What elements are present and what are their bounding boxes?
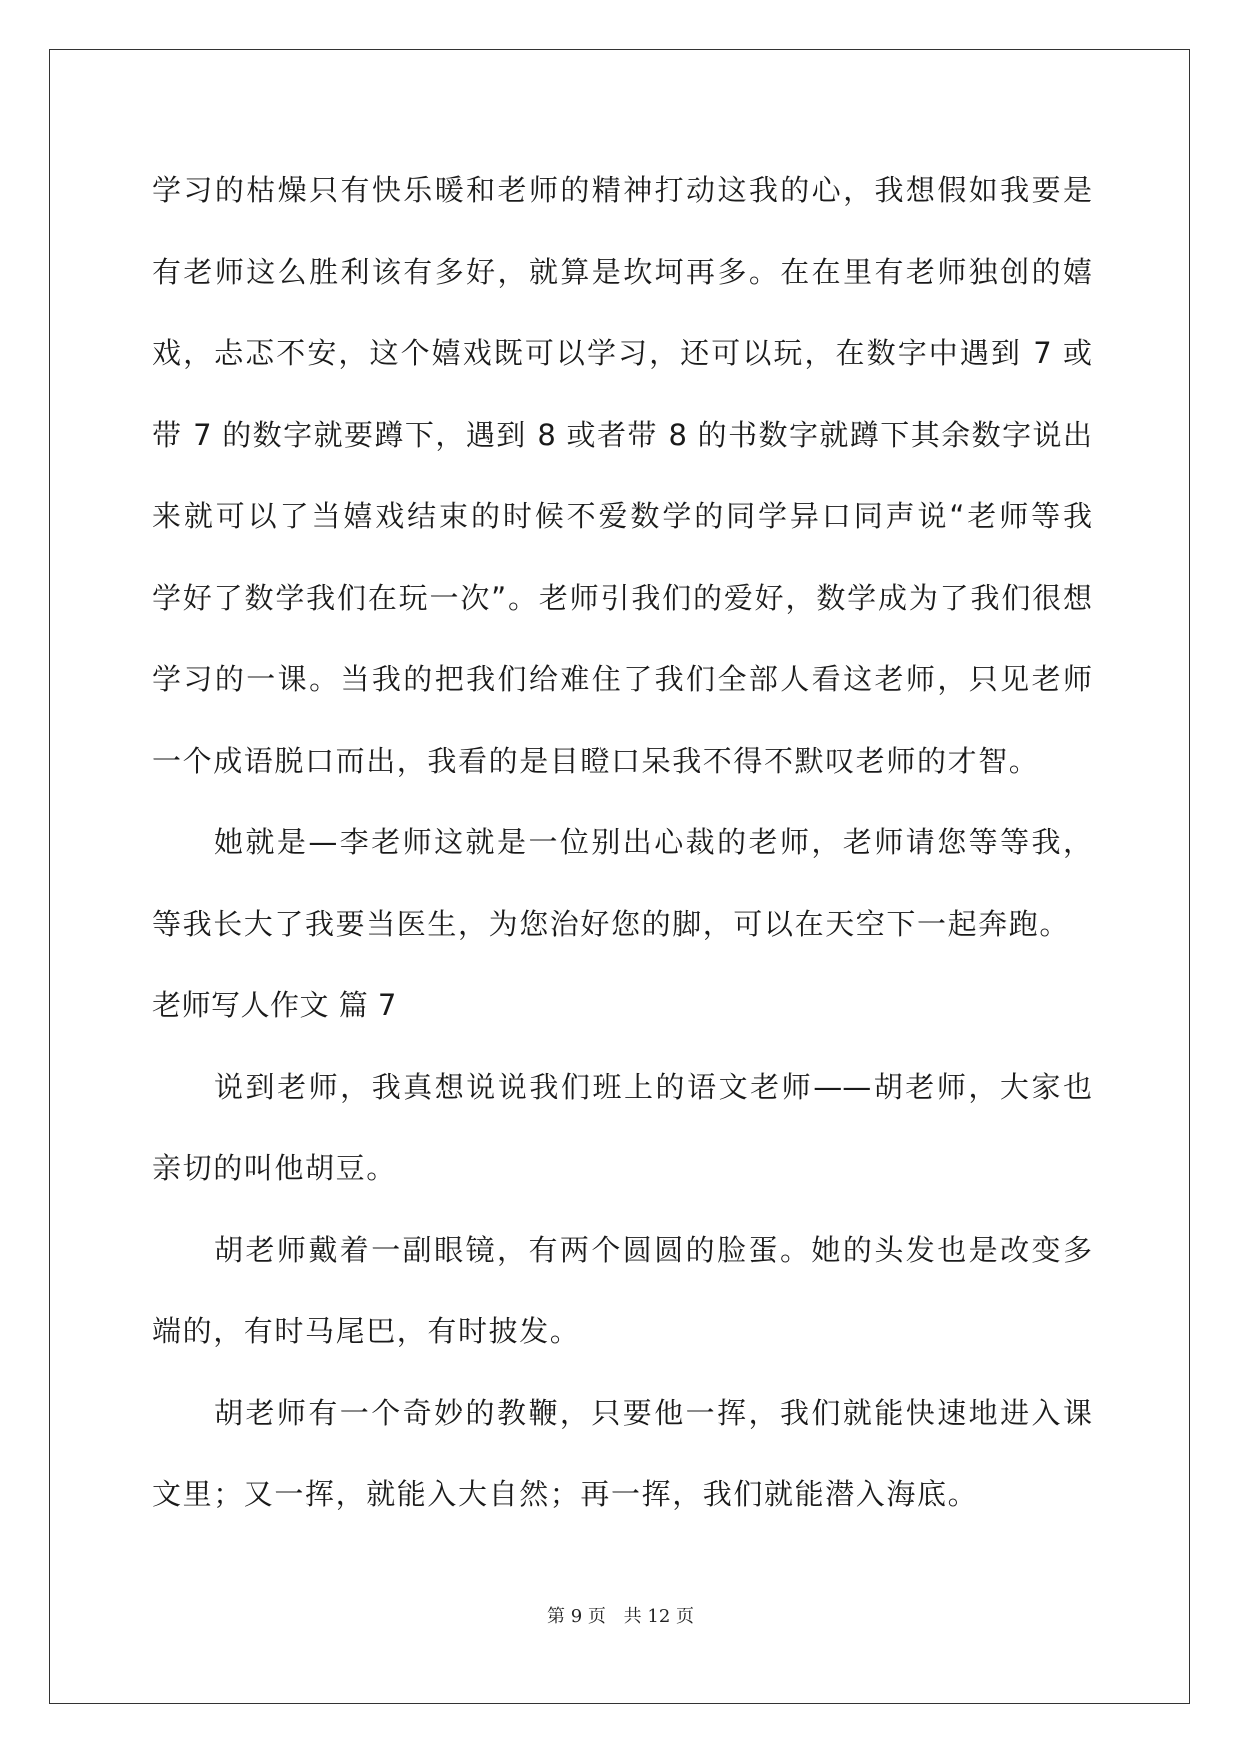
page-footer [0,1602,1241,1628]
text-line: 一个成语脱口而出，我看的是目瞪口呆我不得不默叹老师的才智。 [152,743,1040,778]
text-line: 来就可以了当嬉戏结束的时候不爱数学的同学异口同声说“老师等我 [152,499,1092,533]
text-line: 亲切的叫他胡豆。 [152,1151,397,1185]
page-total: 共 12 页 [623,1606,694,1627]
text-line: 等我长大了我要当医生，为您治好您的脚，可以在天空下一起奔跑。 [152,906,1071,941]
text-line: 说到老师，我真想说说我们班上的语文老师——胡老师，大家也 [214,1069,1092,1104]
text-line: 学习的一课。当我的把我们给难住了我们全部人看这老师，只见老师 [152,662,1092,696]
text-line: 有老师这么胜利该有多好，就算是坎坷再多。在在里有老师独创的嬉 [152,254,1092,289]
text-line: 带 7 的数字就要蹲下，遇到 8 或者带 8 的书数字就蹲下其余数字说出 [152,417,1092,452]
text-line: 学习的枯燥只有快乐暖和老师的精神打动这我的心，我想假如我要是 [152,173,1092,207]
text-line: 她就是—李老师这就是一位别出心裁的老师，老师请您等等我， [214,825,1092,859]
text-line: 胡老师有一个奇妙的教鞭，只要他一挥，我们就能快速地进入课 [214,1395,1092,1430]
text-line: 端的，有时马尾巴，有时披发。 [152,1314,581,1348]
text-line: 胡老师戴着一副眼镜，有两个圆圆的脸蛋。她的头发也是改变多 [214,1232,1092,1267]
document-body [152,150,1092,1536]
text-line: 文里；又一挥，就能入大自然；再一挥，我们就能潜入海底。 [152,1477,979,1511]
section-heading: 老师写人作文 篇 7 [152,988,397,1022]
text-line: 学好了数学我们在玩一次”。老师引我们的爱好，数学成为了我们很想 [152,580,1092,615]
text-line: 戏，忐忑不安，这个嬉戏既可以学习，还可以玩，在数字中遇到 7 或 [152,336,1092,370]
page-number: 第 9 页 [547,1606,606,1627]
